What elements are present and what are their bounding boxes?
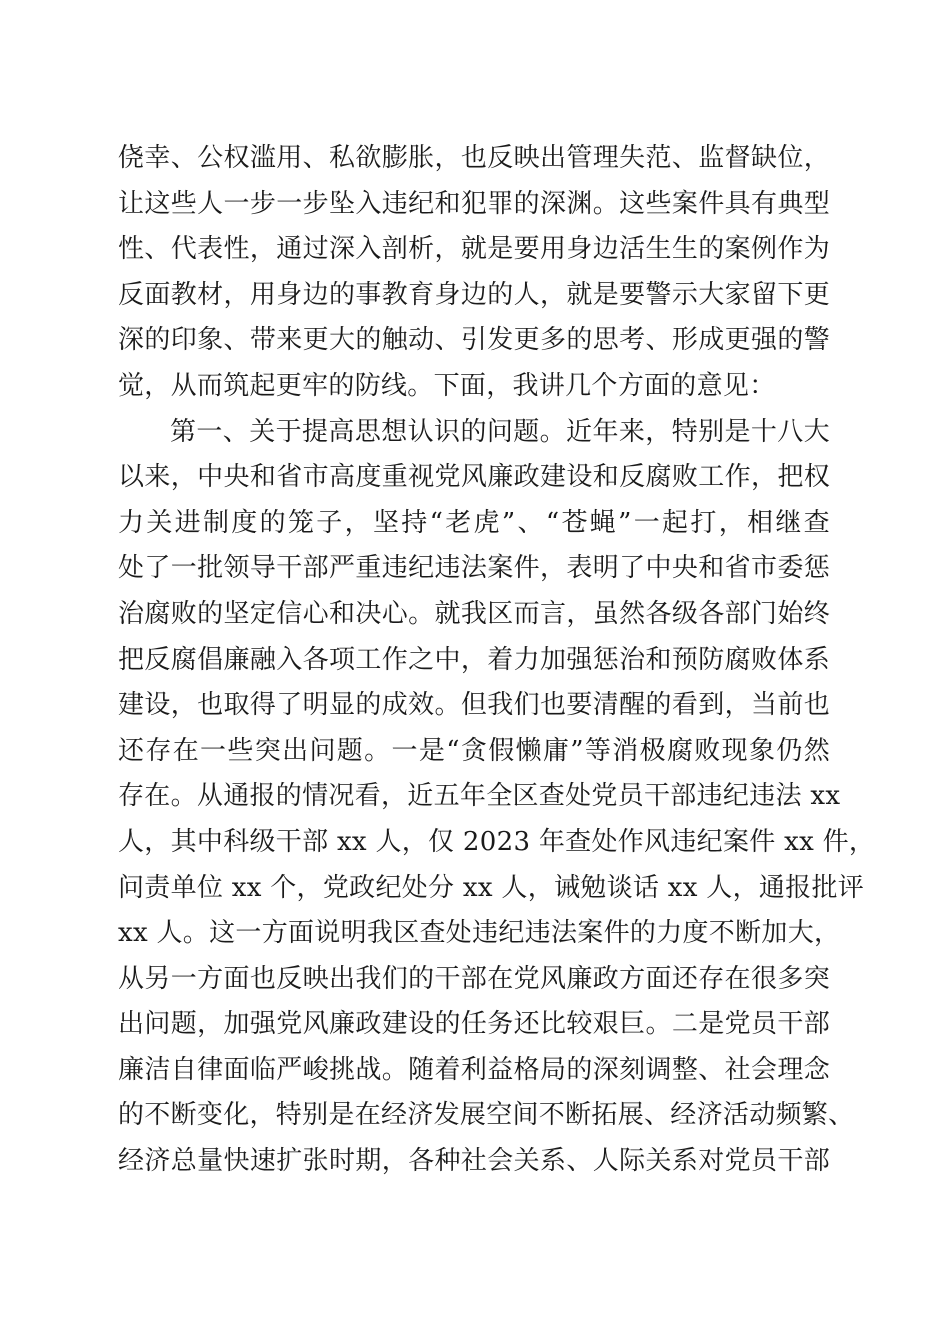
body-text	[118, 136, 876, 1185]
text-line-23: 经济总量快速扩张时期，各种社会关系、人际关系对党员干部	[118, 1146, 830, 1177]
text-line-3: 性、代表性，通过深入剖析，就是要用身边活生生的案例作为	[118, 234, 830, 265]
text-line-18: xx 人。这一方面说明我区查处违纪违法案件的力度不断加大，	[118, 918, 841, 949]
text-line-7: 第一、关于提高思想认识的问题。近年来，特别是十八大	[170, 416, 830, 447]
text-line-1: 侥幸、公权滥用、私欲膨胀，也反映出管理失范、监督缺位，	[118, 143, 830, 173]
text-line-4: 反面教材，用身边的事教育身边的人，就是要警示大家留下更	[118, 279, 830, 310]
text-line-21: 廉洁自律面临严峻挑战。随着利益格局的深刻调整、社会理念	[118, 1054, 830, 1085]
text-line-10: 处了一批领导干部严重违纪违法案件，表明了中央和省市委惩	[118, 553, 830, 584]
text-line-2: 让这些人一步一步坠入违纪和犯罪的深渊。这些案件具有典型	[118, 188, 830, 219]
text-line-19: 从另一方面也反映出我们的干部在党风廉政方面还存在很多突	[118, 963, 830, 994]
text-line-9: 力关进制度的笼子，坚持“老虎”、“苍蝇”一起打，相继查	[118, 507, 830, 538]
text-line-5: 深的印象、带来更大的触动、引发更多的思考、形成更强的警	[118, 325, 830, 356]
text-line-14: 还存在一些突出问题。一是“贪假懒庸”等消极腐败现象仍然	[118, 735, 830, 766]
text-line-22: 的不断变化，特别是在经济发展空间不断拓展、经济活动频繁、	[118, 1100, 855, 1131]
text-line-6: 觉，从而筑起更牢的防线。下面，我讲几个方面的意见：	[118, 370, 776, 401]
text-line-12: 把反腐倡廉融入各项工作之中，着力加强惩治和预防腐败体系	[118, 644, 830, 675]
text-line-11: 治腐败的坚定信心和决心。就我区而言，虽然各级各部门始终	[118, 598, 830, 629]
text-line-13: 建设，也取得了明显的成效。但我们也要清醒的看到，当前也	[118, 690, 830, 721]
text-line-20: 出问题，加强党风廉政建设的任务还比较艰巨。二是党员干部	[118, 1009, 830, 1040]
text-line-16: 人，其中科级干部 xx 人，仅 2023 年查处作风违纪案件 xx 件，	[118, 826, 876, 857]
text-line-15: 存在。从通报的情况看，近五年全区查处党员干部违纪违法 xx	[118, 781, 841, 812]
text-line-8: 以来，中央和省市高度重视党风廉政建设和反腐败工作，把权	[118, 462, 830, 493]
text-line-17: 问责单位 xx 个，党政纪处分 xx 人，诫勉谈话 xx 人，通报批评	[118, 872, 865, 903]
